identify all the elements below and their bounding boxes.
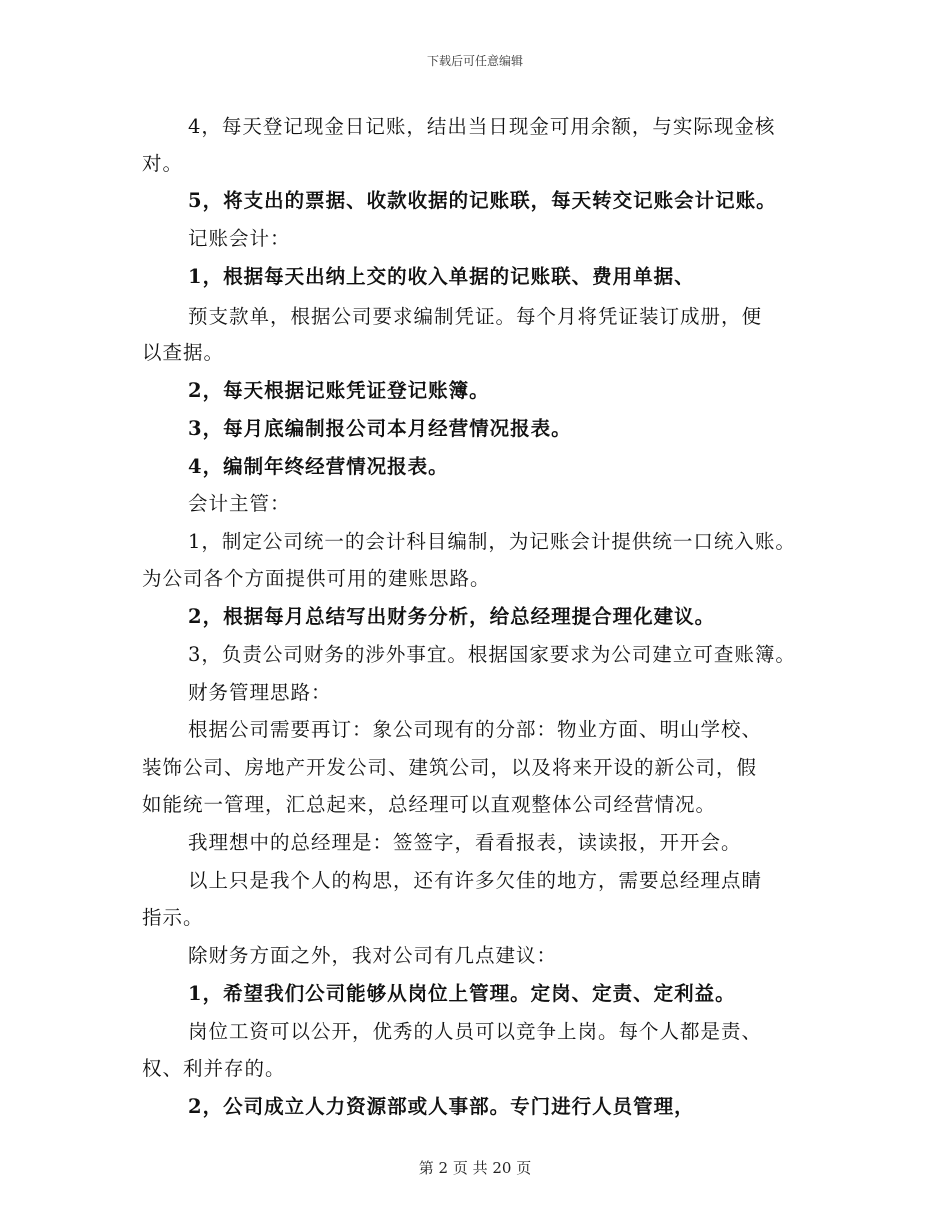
text-line: 对。: [142, 152, 184, 175]
text-line: 1，根据每天出纳上交的收入单据的记账联、费用单据、: [188, 265, 695, 288]
text-line: 为公司各个方面提供可用的建账思路。: [142, 567, 491, 590]
text-line: 1，制定公司统一的会计科目编制，为记账会计提供统一口统入账。: [188, 530, 796, 553]
text-line: 权、利并存的。: [142, 1057, 286, 1080]
text-line: 指示。: [142, 906, 204, 929]
text-line: 4，编制年终经营情况报表。: [188, 455, 449, 478]
text-line: 如能统一管理，汇总起来，总经理可以直观整体公司经营情况。: [142, 793, 717, 816]
text-line: 以上只是我个人的构思，还有许多欠佳的地方，需要总经理点睛: [188, 869, 763, 892]
text-line: 财务管理思路：: [188, 681, 332, 704]
text-line: 以查据。: [142, 341, 225, 364]
text-line: 预支款单，根据公司要求编制凭证。每个月将凭证装订成册，便: [188, 305, 763, 328]
text-line: 2，公司成立人力资源部或人事部。专门进行人员管理，: [188, 1095, 695, 1118]
text-line: 3，负责公司财务的涉外事宜。根据国家要求为公司建立可查账簿。: [188, 643, 796, 666]
text-line: 记账会计：: [188, 227, 291, 250]
text-line: 岗位工资可以公开，优秀的人员可以竞争上岗。每个人都是责、: [188, 1020, 763, 1043]
text-line: 除财务方面之外，我对公司有几点建议：: [188, 944, 558, 967]
text-line: 1，希望我们公司能够从岗位上管理。定岗、定责、定利益。: [188, 982, 736, 1005]
page-header-note: 下载后可任意编辑: [426, 54, 523, 68]
text-line: 4，每天登记现金日记账，结出当日现金可用余额，与实际现金核: [188, 115, 776, 138]
text-line: 装饰公司、房地产开发公司、建筑公司，以及将来开设的新公司，假: [142, 756, 758, 779]
text-line: 3，每月底编制报公司本月经营情况报表。: [188, 417, 572, 440]
text-line: 5，将支出的票据、收款收据的记账联，每天转交记账会计记账。: [188, 189, 777, 212]
text-line: 根据公司需要再订：象公司现有的分部：物业方面、明山学校、: [188, 718, 763, 741]
text-line: 会计主管：: [188, 492, 291, 515]
page-number-footer: 第 2 页 共 20 页: [418, 1159, 532, 1177]
text-line: 2，每天根据记账凭证登记账簿。: [188, 379, 490, 402]
text-line: 我理想中的总经理是：签签字，看看报表，读读报，开开会。: [188, 831, 742, 854]
text-line: 2，根据每月总结写出财务分析，给总经理提合理化建议。: [188, 605, 716, 628]
